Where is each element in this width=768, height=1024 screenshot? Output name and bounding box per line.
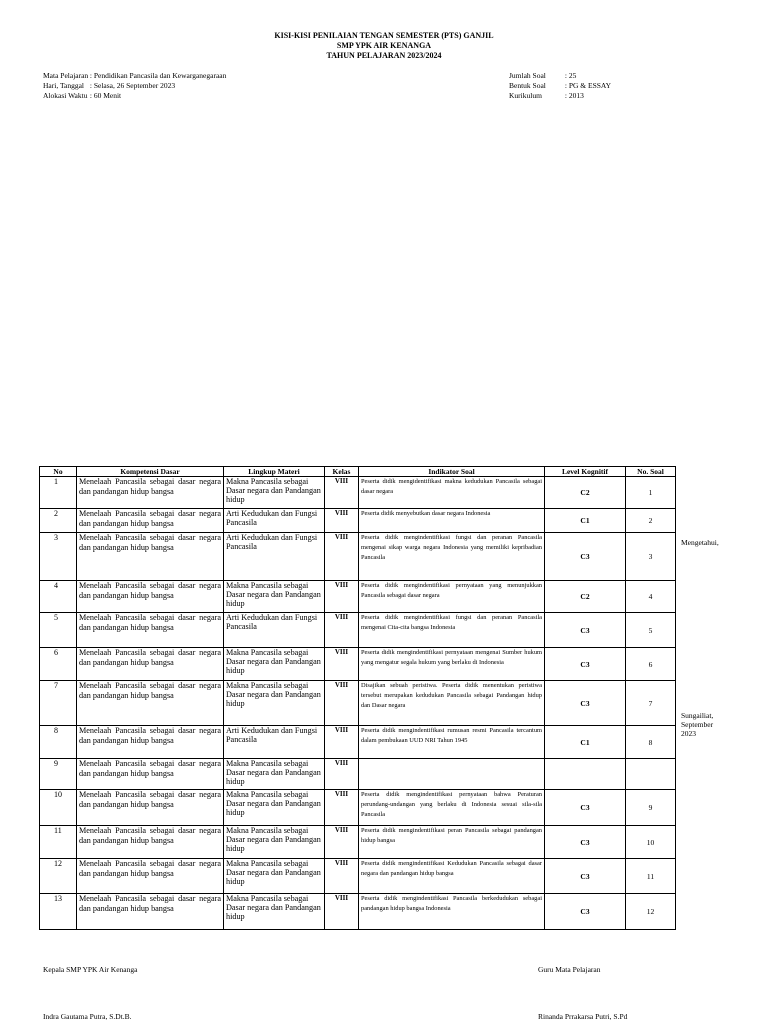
table-row — [40, 613, 676, 648]
lingkup-materi-cell: Arti Kedudukan dan Fungsi Pancasila — [224, 509, 325, 533]
info-label: Kurikulum — [509, 91, 542, 100]
row-number-cell: 12 — [40, 859, 77, 894]
indikator-soal-cell: Peserta didik mengindentifikasi fungsi dan peranan Pancasila mengenai sikap warga negara Indonesia yang memiliki kepribadian Pancasila — [359, 533, 545, 581]
principal-name: Indra Gautama Putra, S.Dt.B. — [43, 1012, 132, 1021]
footer-area — [0, 932, 768, 1024]
row-number-cell: 9 — [40, 759, 77, 790]
level-kognitif-cell: C1 — [545, 509, 626, 533]
kompetensi-dasar-cell: Menelaah Pancasila sebagai dasar negara dan pandangan hidup bangsa — [77, 726, 224, 759]
nomor-soal-cell: 7 — [626, 681, 676, 726]
kisi-kisi-table — [39, 466, 676, 930]
row-number-cell: 13 — [40, 894, 77, 930]
table-body — [40, 477, 676, 930]
indikator-soal-cell: Peserta didik menyebutkan dasar negara Indonesia — [359, 509, 545, 533]
kompetensi-dasar-cell: Menelaah Pancasila sebagai dasar negara dan pandangan hidup bangsa — [77, 509, 224, 533]
indikator-soal-cell: Peserta didik mengindentifikasi Pancasila berkedudukan sebagai pandangan hidup bangsa Indonesia — [359, 894, 545, 930]
kompetensi-dasar-cell: Menelaah Pancasila sebagai dasar negara dan pandangan hidup bangsa — [77, 894, 224, 930]
kelas-cell: VIII — [325, 759, 359, 790]
row-number-cell: 5 — [40, 613, 77, 648]
col-header-lm: Lingkup Materi — [224, 467, 325, 477]
col-header-no: No — [40, 467, 77, 477]
level-kognitif-cell: C1 — [545, 726, 626, 759]
indikator-soal-cell: Peserta didik mengindentifikasi Kedudukan Pancasila sebagai dasar negara dan pandangan hidup bangsa — [359, 859, 545, 894]
table-header-row — [40, 467, 676, 477]
row-number-cell: 6 — [40, 648, 77, 681]
nomor-soal-cell: 6 — [626, 648, 676, 681]
kelas-cell: VIII — [325, 826, 359, 859]
kompetensi-dasar-cell: Menelaah Pancasila sebagai dasar negara dan pandangan hidup bangsa — [77, 613, 224, 648]
kelas-cell: VIII — [325, 581, 359, 613]
kompetensi-dasar-cell: Menelaah Pancasila sebagai dasar negara dan pandangan hidup bangsa — [77, 477, 224, 509]
level-kognitif-cell: C3 — [545, 790, 626, 826]
nomor-soal-cell: 2 — [626, 509, 676, 533]
col-header-kd: Kompetensi Dasar — [77, 467, 224, 477]
kompetensi-dasar-cell: Menelaah Pancasila sebagai dasar negara dan pandangan hidup bangsa — [77, 826, 224, 859]
indikator-soal-cell: Peserta didik mengindentifikasi pernyataan bahwa Peraturan perundang-undangan yang berlaku di Indonesia sesuai sila-sila Pancasila — [359, 790, 545, 826]
indikator-soal-cell: Peserta didik mengindentifikasi rumusan resmi Pancasila tercantum dalam pembukaan UUD NRI Tahun 1945 — [359, 726, 545, 759]
table-row — [40, 759, 676, 790]
principal-title: Kepala SMP YPK Air Kenanga — [43, 965, 138, 974]
indikator-soal-cell: Peserta didik mengindentifikasi pernyataan yang menunjukkan Pancasila sebagai dasar negara — [359, 581, 545, 613]
kelas-cell: VIII — [325, 726, 359, 759]
info-value: : 60 Menit — [89, 91, 122, 100]
kompetensi-dasar-cell: Menelaah Pancasila sebagai dasar negara dan pandangan hidup bangsa — [77, 759, 224, 790]
lingkup-materi-cell: Makna Pancasila sebagai Dasar negara dan Pandangan hidup — [224, 826, 325, 859]
kelas-cell: VIII — [325, 509, 359, 533]
row-number-cell: 3 — [40, 533, 77, 581]
nomor-soal-cell — [626, 759, 676, 790]
info-label: Mata Pelajaran — [43, 71, 89, 80]
info-label: Jumlah Soal — [509, 71, 546, 80]
level-kognitif-cell: C3 — [545, 533, 626, 581]
row-number-cell: 4 — [40, 581, 77, 613]
table-row — [40, 894, 676, 930]
nomor-soal-cell: 12 — [626, 894, 676, 930]
level-kognitif-cell: C2 — [545, 477, 626, 509]
level-kognitif-cell: C3 — [545, 681, 626, 726]
info-label: Alokasi Waktu — [43, 91, 88, 100]
kelas-cell: VIII — [325, 681, 359, 726]
kelas-cell: VIII — [325, 648, 359, 681]
info-curriculum — [509, 91, 584, 100]
kompetensi-dasar-cell: Menelaah Pancasila sebagai dasar negara dan pandangan hidup bangsa — [77, 681, 224, 726]
info-value: : PG & ESSAY — [564, 81, 612, 90]
indikator-soal-cell: Peserta didik mengindentifikasi peran Pancasila sebagai pandangan hidup bangsa — [359, 826, 545, 859]
teacher-title: Guru Mata Pelajaran — [538, 965, 601, 974]
kompetensi-dasar-cell: Menelaah Pancasila sebagai dasar negara dan pandangan hidup bangsa — [77, 581, 224, 613]
info-time — [43, 91, 121, 100]
nomor-soal-cell: 4 — [626, 581, 676, 613]
lingkup-materi-cell: Makna Pancasila sebagai Dasar negara dan Pandangan hidup — [224, 581, 325, 613]
kompetensi-dasar-cell: Menelaah Pancasila sebagai dasar negara dan pandangan hidup bangsa — [77, 648, 224, 681]
table-row — [40, 648, 676, 681]
table-row — [40, 790, 676, 826]
lingkup-materi-cell: Arti Kedudukan dan Fungsi Pancasila — [224, 533, 325, 581]
nomor-soal-cell: 11 — [626, 859, 676, 894]
teacher-name: Rinanda Prrakarsa Putri, S.Pd — [538, 1012, 628, 1021]
level-kognitif-cell: C3 — [545, 826, 626, 859]
table-row — [40, 681, 676, 726]
row-number-cell: 2 — [40, 509, 77, 533]
kompetensi-dasar-cell: Menelaah Pancasila sebagai dasar negara dan pandangan hidup bangsa — [77, 790, 224, 826]
nomor-soal-cell: 5 — [626, 613, 676, 648]
kelas-cell: VIII — [325, 894, 359, 930]
place-date-note: Sungailiat, September 2023 — [681, 711, 714, 738]
level-kognitif-cell — [545, 759, 626, 790]
kelas-cell: VIII — [325, 859, 359, 894]
lingkup-materi-cell: Arti Kedudukan dan Fungsi Pancasila — [224, 613, 325, 648]
level-kognitif-cell: C3 — [545, 859, 626, 894]
lingkup-materi-cell: Makna Pancasila sebagai Dasar negara dan Pandangan hidup — [224, 477, 325, 509]
table-row — [40, 581, 676, 613]
info-label: Bentuk Soal — [509, 81, 546, 90]
info-value: : 25 — [564, 71, 577, 80]
nomor-soal-cell: 1 — [626, 477, 676, 509]
indikator-soal-cell — [359, 759, 545, 790]
row-number-cell: 7 — [40, 681, 77, 726]
info-label: Hari, Tanggal — [43, 81, 84, 90]
info-question-type — [509, 81, 611, 90]
indikator-soal-cell: Peserta didik mengindentifikasi pernyataan mengenai Sumber hukum yang mengatur segala hukum yang berlaku di Indonesia — [359, 648, 545, 681]
col-header-indikator: Indikator Soal — [359, 467, 545, 477]
nomor-soal-cell: 10 — [626, 826, 676, 859]
col-header-level: Level Kognitif — [545, 467, 626, 477]
level-kognitif-cell: C3 — [545, 894, 626, 930]
level-kognitif-cell: C3 — [545, 613, 626, 648]
academic-year: TAHUN PELAJARAN 2023/2024 — [326, 51, 442, 60]
nomor-soal-cell: 3 — [626, 533, 676, 581]
kelas-cell: VIII — [325, 790, 359, 826]
table-row — [40, 533, 676, 581]
info-date — [43, 81, 175, 90]
col-header-nosoal: No. Soal — [626, 467, 676, 477]
lingkup-materi-cell: Makna Pancasila sebagai Dasar negara dan Pandangan hidup — [224, 681, 325, 726]
nomor-soal-cell: 9 — [626, 790, 676, 826]
table-row — [40, 726, 676, 759]
info-value: : Selasa, 26 September 2023 — [89, 81, 176, 90]
row-number-cell: 1 — [40, 477, 77, 509]
lingkup-materi-cell: Arti Kedudukan dan Fungsi Pancasila — [224, 726, 325, 759]
lingkup-materi-cell: Makna Pancasila sebagai Dasar negara dan Pandangan hidup — [224, 894, 325, 930]
level-kognitif-cell: C3 — [545, 648, 626, 681]
indikator-soal-cell: Disajikan sebuah peristiwa. Peserta didik menentukan peristiwa tersebut merupakan kedudukan Pancasila sebagai Pandangan hidup dan Dasar negara — [359, 681, 545, 726]
kelas-cell: VIII — [325, 613, 359, 648]
doc-title: KISI-KISI PENILAIAN TENGAN SEMESTER (PTS) GANJIL — [274, 31, 494, 40]
info-subject — [43, 71, 226, 80]
indikator-soal-cell: Peserta didik mengindentifikasi fungsi dan peranan Pancasila mengenai Cita-cita bangsa Indonesia — [359, 613, 545, 648]
school-name: SMP YPK AIR KENANGA — [336, 41, 432, 50]
info-value: : 2013 — [564, 91, 584, 100]
table-row — [40, 826, 676, 859]
info-question-count — [509, 71, 576, 80]
lingkup-materi-cell: Makna Pancasila sebagai Dasar negara dan Pandangan hidup — [224, 859, 325, 894]
kelas-cell: VIII — [325, 477, 359, 509]
row-number-cell: 10 — [40, 790, 77, 826]
col-header-kelas: Kelas — [325, 467, 359, 477]
info-value: : Pendidikan Pancasila dan Kewarganegaraan — [89, 71, 227, 80]
row-number-cell: 8 — [40, 726, 77, 759]
mengetahui-note: Mengetahui, — [681, 538, 719, 547]
indikator-soal-cell: Peserta didik mengidentifikasi makna kedudukan Pancasila sebagai dasar negara — [359, 477, 545, 509]
lingkup-materi-cell: Makna Pancasila sebagai Dasar negara dan Pandangan hidup — [224, 759, 325, 790]
level-kognitif-cell: C2 — [545, 581, 626, 613]
table-row — [40, 859, 676, 894]
kompetensi-dasar-cell: Menelaah Pancasila sebagai dasar negara dan pandangan hidup bangsa — [77, 859, 224, 894]
table-row — [40, 477, 676, 509]
nomor-soal-cell: 8 — [626, 726, 676, 759]
row-number-cell: 11 — [40, 826, 77, 859]
table-row — [40, 509, 676, 533]
kompetensi-dasar-cell: Menelaah Pancasila sebagai dasar negara dan pandangan hidup bangsa — [77, 533, 224, 581]
lingkup-materi-cell: Makna Pancasila sebagai Dasar negara dan Pandangan hidup — [224, 790, 325, 826]
kelas-cell: VIII — [325, 533, 359, 581]
lingkup-materi-cell: Makna Pancasila sebagai Dasar negara dan Pandangan hidup — [224, 648, 325, 681]
